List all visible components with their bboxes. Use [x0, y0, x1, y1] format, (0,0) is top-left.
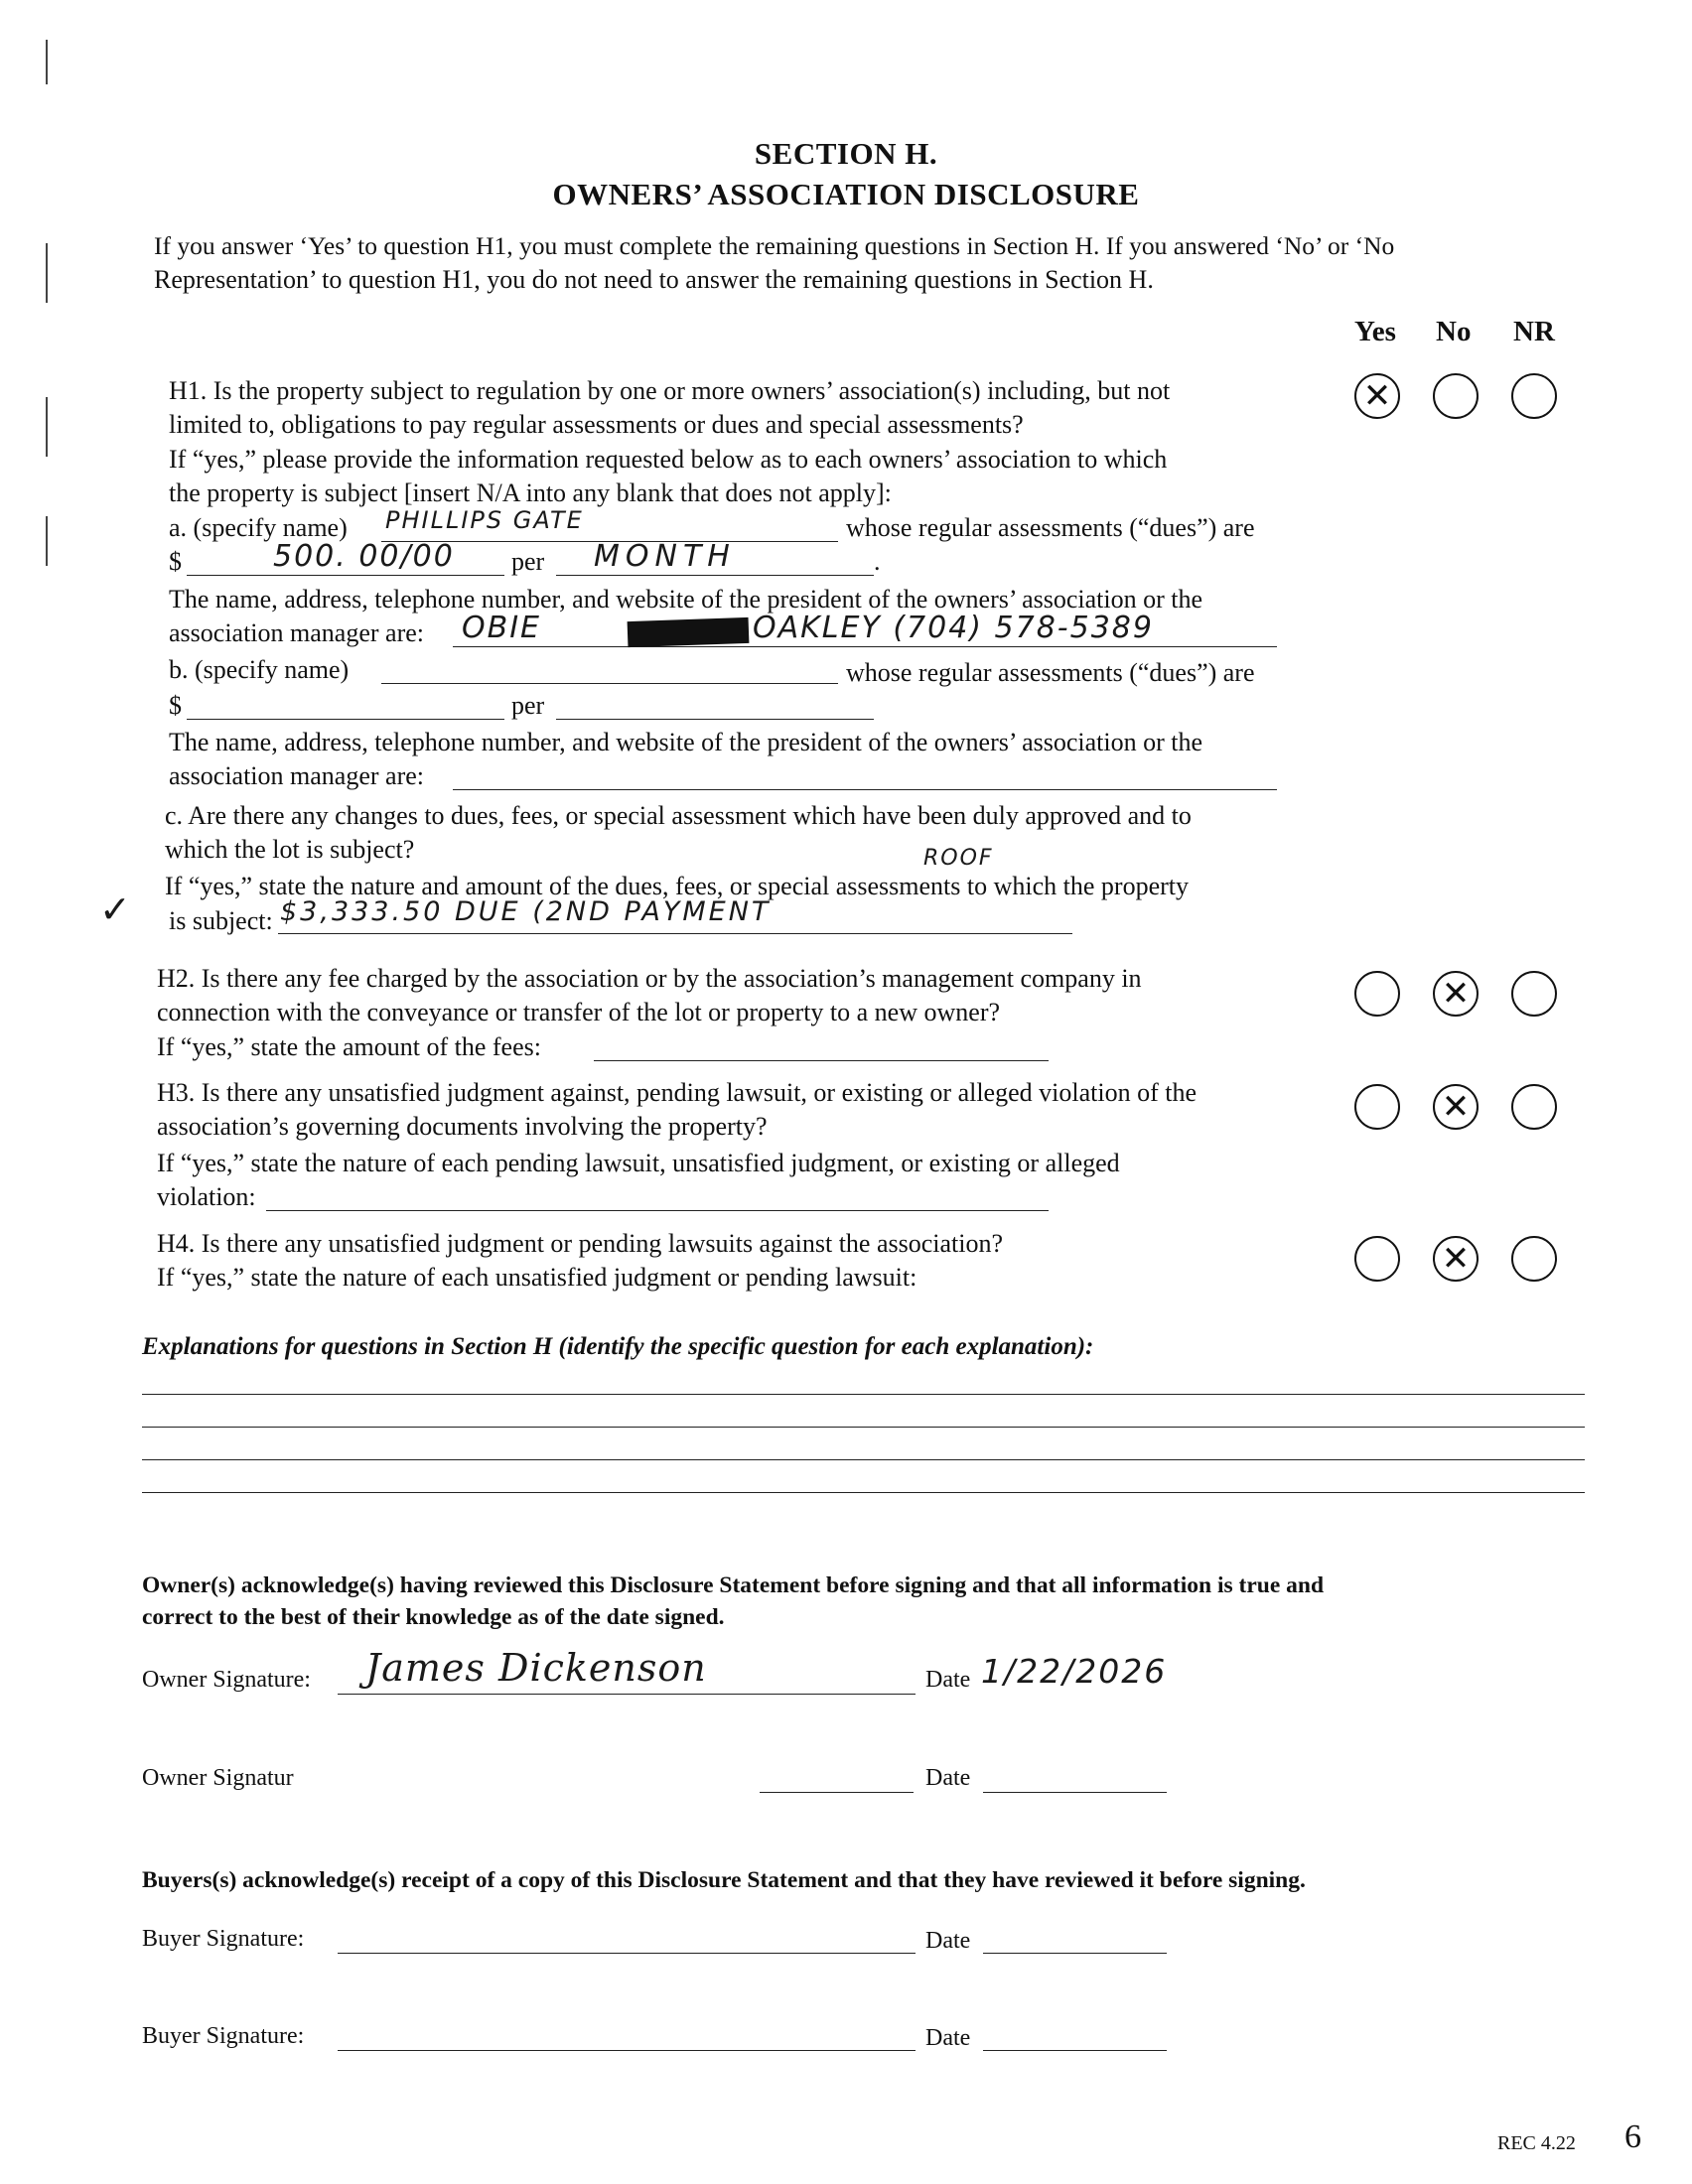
explanations-heading: Explanations for questions in Section H (identify the specific question for each explanation):	[142, 1333, 1094, 1360]
scan-margin-line	[46, 516, 48, 566]
buyer-signature-label: Buyer Signature:	[142, 1926, 305, 1952]
h1a-label: a. (specify name)	[169, 513, 348, 542]
h1a-president-label: The name, address, telephone number, and website of the president of the owners’ association or the	[169, 585, 1203, 614]
h1a-president-label: association manager are:	[169, 618, 424, 647]
h1a-suffix: whose regular assessments (“dues”) are	[846, 513, 1255, 542]
h4-yes-radio[interactable]	[1354, 1236, 1400, 1282]
h1b-name-field[interactable]	[381, 683, 838, 684]
h1b-president-label: The name, address, telephone number, and website of the president of the owners’ association or the	[169, 728, 1203, 756]
h1a-manager-contact: OAKLEY (704) 578-5389	[753, 611, 1154, 645]
h3-nr-radio[interactable]	[1511, 1084, 1557, 1130]
h2-question: connection with the conveyance or transfer of the lot or property to a new owner?	[157, 998, 1001, 1026]
h1-nr-radio[interactable]	[1511, 373, 1557, 419]
h4-no-radio[interactable]	[1433, 1236, 1479, 1282]
explanation-line[interactable]	[142, 1427, 1585, 1428]
h1b-manager-field[interactable]	[453, 789, 1277, 790]
h3-question: H3. Is there any unsatisfied judgment against, pending lawsuit, or existing or alleged violation of the	[157, 1078, 1197, 1107]
selected-mark: ✕	[1441, 1239, 1471, 1279]
section-title: SECTION H.	[754, 136, 938, 171]
h1b-per: per	[511, 691, 545, 720]
buyer-date-label: Date	[925, 1928, 971, 1954]
owner-signature-field[interactable]	[338, 1694, 916, 1695]
h1-instruction: the property is subject [insert N/A into any blank that does not apply]:	[169, 478, 892, 507]
column-nr: NR	[1513, 316, 1555, 347]
column-no: No	[1436, 316, 1472, 347]
owner-date-label: Date	[925, 1667, 971, 1693]
buyer-ack-text: Buyers(s) acknowledge(s) receipt of a copy of this Disclosure Statement and that they have reviewed it before signing.	[142, 1867, 1306, 1893]
h4-nr-radio[interactable]	[1511, 1236, 1557, 1282]
intro-text: If you answer ‘Yes’ to question H1, you must complete the remaining questions in Section H. If you answered ‘No’ or ‘No	[154, 231, 1395, 260]
redaction-bar	[628, 617, 750, 647]
explanation-line[interactable]	[142, 1459, 1585, 1460]
owner-signature-label: Owner Signature:	[142, 1667, 311, 1693]
column-yes: Yes	[1354, 316, 1396, 347]
scan-margin-line	[46, 40, 48, 84]
h1a-manager-field[interactable]	[453, 646, 1277, 647]
h2-fee-field[interactable]	[594, 1060, 1049, 1061]
h3-violation-field[interactable]	[266, 1210, 1049, 1211]
h1a-period-end: .	[874, 547, 881, 576]
intro-text: Representation’ to question H1, you do not need to answer the remaining questions in Section H.	[154, 265, 1154, 294]
h1c-answer-annotation: ROOF	[923, 846, 994, 871]
owner-signature-2-label: Owner Signatur	[142, 1765, 294, 1791]
selected-mark: ✕	[1362, 376, 1392, 416]
h1c-answer-field[interactable]	[278, 933, 1072, 934]
h2-question: H2. Is there any fee charged by the association or by the association’s management company in	[157, 964, 1142, 993]
buyer-signature-2-field[interactable]	[338, 2050, 916, 2051]
form-code: REC 4.22	[1497, 2132, 1576, 2154]
h1-question: limited to, obligations to pay regular assessments or dues and special assessments?	[169, 410, 1024, 439]
h1a-amount-field[interactable]	[187, 575, 504, 576]
h1b-period-field[interactable]	[556, 719, 874, 720]
h1c-instruction: If “yes,” state the nature and amount of the dues, fees, or special assessments to which the property	[165, 872, 1189, 900]
page-number: 6	[1624, 2118, 1641, 2155]
owner-ack-text: correct to the best of their knowledge as of the date signed.	[142, 1604, 725, 1630]
h3-yes-radio[interactable]	[1354, 1084, 1400, 1130]
h1c-question: which the lot is subject?	[165, 835, 415, 864]
h3-question: association’s governing documents involving the property?	[157, 1112, 768, 1141]
h2-instruction: If “yes,” state the amount of the fees:	[157, 1032, 541, 1061]
owner-date-2-field[interactable]	[983, 1792, 1167, 1793]
h1c-answer-value: $3,333.50 DUE (2ND PAYMENT	[280, 896, 772, 927]
owner-signature-value: James Dickenson	[365, 1646, 707, 1690]
h1b-amount-field[interactable]	[187, 719, 504, 720]
h1-no-radio[interactable]	[1433, 373, 1479, 419]
buyer-signature-2-label: Buyer Signature:	[142, 2023, 305, 2049]
h2-nr-radio[interactable]	[1511, 971, 1557, 1017]
explanation-line[interactable]	[142, 1492, 1585, 1493]
owner-ack-text: Owner(s) acknowledge(s) having reviewed this Disclosure Statement before signing and that all information is true and	[142, 1572, 1325, 1598]
h1b-label: b. (specify name)	[169, 655, 350, 684]
h1a-amount-value: 500. 00/00	[273, 539, 455, 574]
h1a-name-value: PHILLIPS GATE	[385, 506, 584, 534]
h1-yes-radio[interactable]	[1354, 373, 1400, 419]
h1a-dollar: $	[169, 547, 182, 576]
h1-instruction: If “yes,” please provide the information requested below as to each owners’ association to which	[169, 445, 1168, 474]
h1a-per: per	[511, 547, 545, 576]
selected-mark: ✕	[1441, 1087, 1471, 1127]
selected-mark: ✕	[1441, 974, 1471, 1014]
owner-signature-2-field[interactable]	[760, 1792, 914, 1793]
h4-instruction: If “yes,” state the nature of each unsatisfied judgment or pending lawsuit:	[157, 1263, 917, 1292]
owner-date-value: 1/22/2026	[981, 1652, 1168, 1691]
h1c-subject-label: is subject:	[169, 906, 273, 935]
buyer-date-2-field[interactable]	[983, 2050, 1167, 2051]
section-subtitle: OWNERS’ ASSOCIATION DISCLOSURE	[552, 177, 1140, 211]
h1c-checkmark: ✓	[99, 887, 133, 931]
owner-date-2-label: Date	[925, 1765, 971, 1791]
buyer-signature-field[interactable]	[338, 1953, 916, 1954]
scan-margin-line	[46, 243, 48, 303]
h2-no-radio[interactable]	[1433, 971, 1479, 1017]
buyer-date-2-label: Date	[925, 2025, 971, 2051]
h3-instruction: If “yes,” state the nature of each pending lawsuit, unsatisfied judgment, or existing or alleged	[157, 1149, 1120, 1177]
h1a-period-field[interactable]	[556, 575, 874, 576]
h1-question: H1. Is the property subject to regulation by one or more owners’ association(s) including, but not	[169, 376, 1171, 405]
h3-no-radio[interactable]	[1433, 1084, 1479, 1130]
h3-violation-label: violation:	[157, 1182, 256, 1211]
h1c-question: c. Are there any changes to dues, fees, or special assessment which have been duly approved and to	[165, 801, 1192, 830]
h1a-manager-name: OBIE	[462, 611, 541, 645]
h1b-suffix: whose regular assessments (“dues”) are	[846, 658, 1255, 687]
explanation-line[interactable]	[142, 1394, 1585, 1395]
h1a-period-value: MONTH	[594, 539, 736, 574]
h1b-dollar: $	[169, 691, 182, 720]
h2-yes-radio[interactable]	[1354, 971, 1400, 1017]
h1b-president-label: association manager are:	[169, 761, 424, 790]
buyer-date-field[interactable]	[983, 1953, 1167, 1954]
h4-question: H4. Is there any unsatisfied judgment or pending lawsuits against the association?	[157, 1229, 1004, 1258]
scan-margin-line	[46, 397, 48, 457]
